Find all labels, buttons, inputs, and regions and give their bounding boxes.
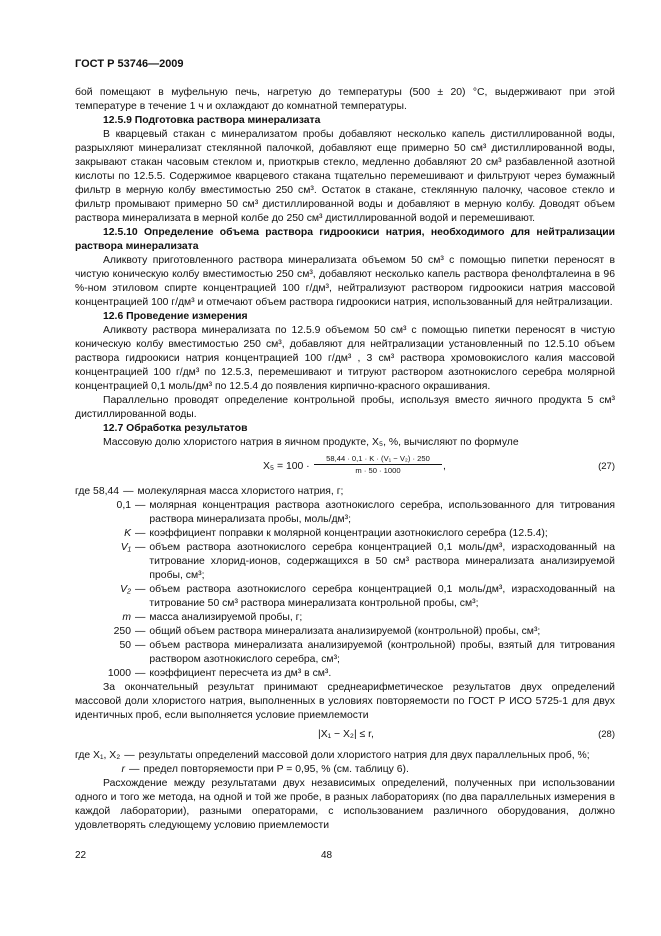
formula-27-definitions: [75, 485, 615, 681]
standard-header: ГОСТ Р 53746—2009: [75, 58, 184, 70]
section-12-6-text-1: Аликвоту раствора минерализата по 12.5.9 объемом 50 см³ с помощью пипетки переносят в чистую коническую колбу вместимостью 250 см³, добавляют для нейтрализации установленный по 12.5.10 объем раствора гидроокиси натрия концентрацией 100 г/дм³ , 3 см³ раствора хромовокислого калия массовой концентрацией 100 г/дм³ по 12.5.3, перемешивают и титруют раствором азотнокислого серебра молярной концентрацией 0,1 моль/дм³ по 12.5.4 до появления кирпично-красного окрашивания.: [75, 325, 615, 392]
section-12-6-title: 12.6 Проведение измерения: [103, 311, 248, 322]
definition-item: V₂ — объем раствора азотнокислого серебра концентрацией 0,1 моль/дм³, израсходованный на титрование 50 см³ раствора минерализата контрольной пробы, см³;: [120, 584, 615, 609]
reproducibility-text: Расхождение между результатами двух независимых определений, полученных при использовании одного и того же метода, на одной и той же пробе, в разных лабораториях (по два параллельных измерения в каждой лаборатории), разными операторами, с использованием различного оборудования, должно удовлетворять следующему условию приемлемости: [75, 778, 615, 831]
definition-item: где 58,44 — молекулярная масса хлористого натрия, г;: [75, 486, 344, 497]
section-12-5-10-title: 12.5.10 Определение объема раствора гидроокиси натрия, необходимого для нейтрализации раствора минерализата: [75, 227, 615, 252]
formula-28-definitions: [75, 749, 615, 777]
formula-27-numerator: 58,44 · 0,1 · K · (V₁ − V₂) · 250: [314, 454, 442, 465]
section-12-7-intro: Массовую долю хлористого натрия в яичном продукте, X₅, %, вычисляют по формуле: [103, 437, 519, 448]
formula-27-lhs: X₅ = 100 ·: [263, 461, 310, 472]
section-12-5-9-title: 12.5.9 Подготовка раствора минерализата: [103, 115, 321, 126]
document-page: [75, 58, 615, 833]
definition-item: где X₁, X₂ — результаты определений массовой доли хлористого натрия для двух параллельных проб, %;: [75, 750, 590, 761]
definition-item: 0,1 — молярная концентрация раствора азотнокислого серебра, использованного для титрования раствора минерализата пробы, моль/дм³;: [116, 500, 615, 525]
formula-27-fraction: [314, 454, 442, 475]
paragraph-continuation: бой помещают в муфельную печь, нагретую до температуры (500 ± 20) °С, выдерживают при этой температуре в течение 1 ч и охлаждают до комнатной температуры.: [75, 87, 615, 112]
section-12-5-9-text: В кварцевый стакан с минерализатом пробы добавляют несколько капель дистиллированной воды, разрыхляют минерализат стеклянной палочкой, добавляют еще примерно 50 см³ дистиллированной воды, закрывают стакан часовым стеклом и, приоткрыв стекло, медленно добавляют 20 см³ разбавленной азотной кислоты по 12.5.5. Содержимое кварцевого стакана тщательно перемешивают и фильтруют через бумажный фильтр в мерную колбу вместимостью 250 см³. Остаток в стакане, стеклянную палочку, часовое стекло и фильтр промывают примерно 50 см³ дистиллированной воды и добавляют в мерную колбу. Доводят объем раствора минерализата в мерной колбе до 250 см³ дистиллированной водой и перемешивают.: [75, 129, 615, 224]
formula-28: [75, 727, 615, 745]
definition-item: m — масса анализируемой пробы, г;: [122, 612, 303, 623]
definition-item: r — предел повторяемости при P = 0,95, % (см. таблицу 6).: [121, 764, 409, 775]
definition-item: 50 — объем раствора минерализата анализируемой (контрольной) пробы, взятый для титрования раствором азотнокислого серебра, см³;: [119, 640, 615, 665]
formula-28-number: (28): [598, 729, 615, 740]
formula-27-denominator: m · 50 · 1000: [355, 466, 401, 475]
formula-27-comma: ,: [443, 461, 446, 472]
definition-item: V₁ — объем раствора азотнокислого серебра концентрацией 0,1 моль/дм³, израсходованный на титрование хлорид-ионов, содержащихся в 50 см³ раствора минерализата анализируемой пробы, см³;: [120, 542, 615, 581]
definition-item: 1000 — коэффициент пересчета из дм³ в см³.: [107, 668, 332, 679]
final-result-text: За окончательный результат принимают среднеарифметическое результатов двух определений массовой доли хлористого натрия, выполненных в условиях повторяемости по ГОСТ Р ИСО 5725-1 для двух идентичных проб, если выполняется условие приемлемости: [75, 682, 615, 721]
formula-27: [75, 453, 615, 481]
section-12-7-title: 12.7 Обработка результатов: [103, 423, 248, 434]
formula-28-expression: |X₁ − X₂| ≤ r,: [318, 729, 374, 740]
page-number-center: 48: [321, 850, 333, 861]
definition-item: K — коэффициент поправки к молярной концентрации азотнокислого серебра (12.5.4);: [124, 528, 548, 539]
section-12-6-text-2: Параллельно проводят определение контрольной пробы, используя вместо яичного продукта 5 см³ дистиллированной воды.: [75, 395, 615, 420]
formula-27-number: (27): [598, 461, 615, 472]
definition-item: 250 — общий объем раствора минерализата анализируемой (контрольной) пробы, см³;: [113, 626, 541, 637]
section-12-5-10-text: Аликвоту приготовленного раствора минерализата объемом 50 см³ с помощью пипетки переносят в чистую коническую колбу вместимостью 250 см³, добавляют несколько капель раствора фенолфталеина в 96 %-ном этиловом спирте концентрацией 100 г/дм³, нейтрализуют раствором гидроокиси натрия массовой концентрацией 100 г/дм³ и отмечают объем раствора гидроокиси натрия, использованный для нейтрализации.: [75, 255, 615, 308]
page-number-left: 22: [75, 850, 87, 861]
